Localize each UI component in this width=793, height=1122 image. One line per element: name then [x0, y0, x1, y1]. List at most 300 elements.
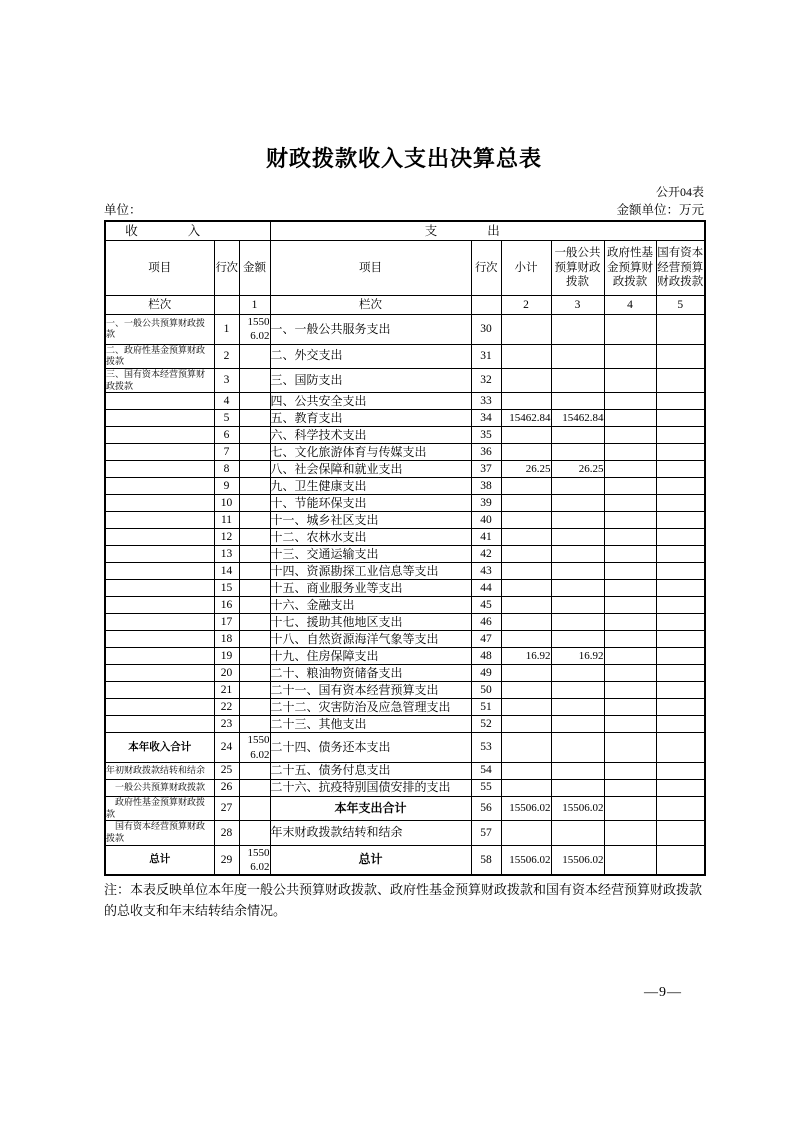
income-item-cell [105, 512, 214, 529]
income-item-cell [105, 716, 214, 733]
gov-fund-header: 政府性基金预算财政拨款 [604, 241, 656, 296]
income-amount-cell [239, 478, 270, 495]
income-amount-cell [239, 344, 270, 368]
general-budget-cell: 15462.84 [551, 410, 604, 427]
subtotal-header: 小计 [501, 241, 551, 296]
general-budget-cell: 15506.02 [551, 796, 604, 820]
income-amount-cell [239, 716, 270, 733]
expense-line-cell: 54 [471, 762, 501, 779]
state-capital-cell [656, 546, 705, 563]
income-line-cell: 1 [214, 315, 239, 345]
state-capital-cell [656, 762, 705, 779]
gov-fund-cell [604, 495, 656, 512]
expense-item-cell: 十九、住房保障支出 [270, 648, 471, 665]
income-amount-cell: 15506.02 [239, 315, 270, 345]
subtotal-cell [501, 597, 551, 614]
expense-item-cell: 十一、城乡社区支出 [270, 512, 471, 529]
subtotal-cell [501, 529, 551, 546]
subtotal-cell: 15506.02 [501, 796, 551, 820]
general-budget-cell [551, 393, 604, 410]
state-capital-cell [656, 631, 705, 648]
income-amount-cell [239, 444, 270, 461]
col-index-5: 5 [656, 296, 705, 315]
expense-line-cell: 37 [471, 461, 501, 478]
table-row [105, 495, 705, 512]
table-row [105, 631, 705, 648]
expense-line-cell: 41 [471, 529, 501, 546]
general-budget-cell [551, 580, 604, 597]
state-capital-cell [656, 821, 705, 845]
income-line-cell: 17 [214, 614, 239, 631]
table-row [105, 821, 705, 845]
income-line-cell: 15 [214, 580, 239, 597]
gov-fund-cell [604, 845, 656, 875]
page-title: 财政拨款收入支出决算总表 [265, 146, 542, 171]
income-line-cell: 12 [214, 529, 239, 546]
income-item-cell: 国有资本经营预算财政拨款 [105, 821, 214, 845]
subtotal-cell [501, 368, 551, 392]
gov-fund-cell [604, 478, 656, 495]
income-line-cell: 18 [214, 631, 239, 648]
general-budget-cell [551, 699, 604, 716]
income-amount-cell [239, 648, 270, 665]
unit-label: 单位： [104, 203, 142, 217]
income-item-cell [105, 461, 214, 478]
income-line-cell: 23 [214, 716, 239, 733]
general-budget-cell [551, 478, 604, 495]
income-item-cell: 政府性基金预算财政拨款 [105, 796, 214, 820]
table-row [105, 699, 705, 716]
table-row [105, 546, 705, 563]
gov-fund-cell [604, 733, 656, 763]
state-capital-cell [656, 648, 705, 665]
income-line-cell: 11 [214, 512, 239, 529]
expense-item-cell: 三、国防支出 [270, 368, 471, 392]
income-lanci-cell: 栏次 [105, 296, 214, 315]
section-header-row [105, 221, 705, 241]
general-budget-cell [551, 665, 604, 682]
income-item-cell [105, 529, 214, 546]
income-item-cell [105, 410, 214, 427]
table-row [105, 733, 705, 763]
expense-item-cell: 二十五、债务付息支出 [270, 762, 471, 779]
expense-line-cell: 40 [471, 512, 501, 529]
expense-line-cell: 55 [471, 779, 501, 796]
subtotal-cell [501, 512, 551, 529]
state-capital-cell [656, 393, 705, 410]
income-line-cell: 21 [214, 682, 239, 699]
expense-line-cell: 34 [471, 410, 501, 427]
subtotal-cell [501, 779, 551, 796]
table-row [105, 410, 705, 427]
expense-line-cell: 48 [471, 648, 501, 665]
income-line-cell: 19 [214, 648, 239, 665]
subtotal-cell [501, 682, 551, 699]
table-code: 公开04表 [655, 185, 704, 199]
subtotal-cell: 15462.84 [501, 410, 551, 427]
income-line-cell: 22 [214, 699, 239, 716]
subtotal-cell: 16.92 [501, 648, 551, 665]
income-item-cell [105, 665, 214, 682]
gov-fund-cell [604, 315, 656, 345]
income-item-cell: 一般公共预算财政拨款 [105, 779, 214, 796]
subtotal-cell [501, 631, 551, 648]
gov-fund-cell [604, 461, 656, 478]
table-row [105, 478, 705, 495]
expense-item-cell: 十五、商业服务业等支出 [270, 580, 471, 597]
subtotal-cell [501, 393, 551, 410]
table-row [105, 461, 705, 478]
income-amount-cell [239, 410, 270, 427]
gov-fund-cell [604, 762, 656, 779]
gov-fund-cell [604, 529, 656, 546]
income-item-cell [105, 648, 214, 665]
income-amount-cell [239, 779, 270, 796]
page-number: —9— [644, 985, 682, 1000]
subtotal-cell [501, 614, 551, 631]
expense-item-cell: 十二、农林水支出 [270, 529, 471, 546]
expense-item-cell: 二十一、国有资本经营预算支出 [270, 682, 471, 699]
general-budget-cell: 15506.02 [551, 845, 604, 875]
expense-lanci-cell: 栏次 [270, 296, 471, 315]
expense-line-cell: 31 [471, 344, 501, 368]
gov-fund-cell [604, 716, 656, 733]
income-amount-cell [239, 699, 270, 716]
table-row [105, 315, 705, 345]
expense-line-cell: 44 [471, 580, 501, 597]
income-item-cell: 年初财政拨款结转和结余 [105, 762, 214, 779]
expense-item-cell: 八、社会保障和就业支出 [270, 461, 471, 478]
expense-item-header: 项目 [270, 241, 471, 296]
state-capital-cell [656, 529, 705, 546]
income-item-cell [105, 614, 214, 631]
income-item-cell [105, 631, 214, 648]
state-capital-cell [656, 580, 705, 597]
expense-item-cell: 六、科学技术支出 [270, 427, 471, 444]
expense-line-header: 行次 [471, 241, 501, 296]
income-amount-cell [239, 762, 270, 779]
column-index-row [105, 296, 705, 315]
table-row [105, 796, 705, 820]
table-row [105, 648, 705, 665]
income-item-cell [105, 699, 214, 716]
subtotal-cell: 26.25 [501, 461, 551, 478]
income-amount-cell [239, 796, 270, 820]
gov-fund-cell [604, 563, 656, 580]
income-line-cell: 24 [214, 733, 239, 763]
table-row [105, 344, 705, 368]
income-line-cell: 26 [214, 779, 239, 796]
income-item-cell: 三、国有资本经营预算财政拨款 [105, 368, 214, 392]
expense-line-cell: 35 [471, 427, 501, 444]
table-row [105, 682, 705, 699]
state-capital-cell [656, 716, 705, 733]
subtotal-cell [501, 716, 551, 733]
expense-line-cell: 49 [471, 665, 501, 682]
income-line-cell: 25 [214, 762, 239, 779]
income-amount-cell [239, 682, 270, 699]
gov-fund-cell [604, 580, 656, 597]
income-amount-cell [239, 393, 270, 410]
income-amount-cell [239, 368, 270, 392]
col-index-3: 3 [551, 296, 604, 315]
subtotal-cell [501, 478, 551, 495]
expense-line-cell: 47 [471, 631, 501, 648]
col-index-2: 2 [501, 296, 551, 315]
income-item-cell: 一、一般公共预算财政拨款 [105, 315, 214, 345]
table-row [105, 444, 705, 461]
income-line-cell: 27 [214, 796, 239, 820]
footnote: 注：本表反映单位本年度一般公共预算财政拨款、政府性基金预算财政拨款和国有资本经营预算财政拨款的总收支和年末结转结余情况。 [104, 882, 703, 919]
income-line-header: 行次 [214, 241, 239, 296]
general-budget-cell [551, 368, 604, 392]
income-line-cell: 20 [214, 665, 239, 682]
income-line-cell: 7 [214, 444, 239, 461]
income-line-cell: 8 [214, 461, 239, 478]
expense-line-cell: 33 [471, 393, 501, 410]
expense-line-cell: 45 [471, 597, 501, 614]
state-capital-cell [656, 512, 705, 529]
table-row [105, 393, 705, 410]
income-item-header: 项目 [105, 241, 214, 296]
table-row [105, 580, 705, 597]
subtotal-cell [501, 580, 551, 597]
income-line-cell: 3 [214, 368, 239, 392]
state-capital-cell [656, 699, 705, 716]
table-row [105, 716, 705, 733]
expense-item-cell: 十八、自然资源海洋气象等支出 [270, 631, 471, 648]
general-budget-cell [551, 716, 604, 733]
subtotal-cell [501, 495, 551, 512]
income-item-cell [105, 427, 214, 444]
expense-item-cell: 十六、金融支出 [270, 597, 471, 614]
state-capital-cell [656, 779, 705, 796]
income-item-cell [105, 597, 214, 614]
expense-item-cell: 十三、交通运输支出 [270, 546, 471, 563]
income-amount-cell [239, 597, 270, 614]
expense-line-cell: 50 [471, 682, 501, 699]
table-row [105, 614, 705, 631]
table-row [105, 512, 705, 529]
state-capital-cell [656, 427, 705, 444]
income-line-cell: 10 [214, 495, 239, 512]
income-amount-cell [239, 461, 270, 478]
expense-item-cell: 十、节能环保支出 [270, 495, 471, 512]
expense-line-cell: 57 [471, 821, 501, 845]
col-index-1: 1 [239, 296, 270, 315]
expense-line-cell: 51 [471, 699, 501, 716]
general-budget-cell [551, 344, 604, 368]
expense-item-cell: 七、文化旅游体育与传媒支出 [270, 444, 471, 461]
state-capital-cell [656, 597, 705, 614]
expense-item-cell: 二十六、抗疫特别国债安排的支出 [270, 779, 471, 796]
income-item-cell [105, 682, 214, 699]
subtotal-cell [501, 733, 551, 763]
expense-item-cell: 五、教育支出 [270, 410, 471, 427]
expense-line-cell: 56 [471, 796, 501, 820]
state-capital-cell [656, 796, 705, 820]
expense-line-cell: 38 [471, 478, 501, 495]
gov-fund-cell [604, 444, 656, 461]
gov-fund-cell [604, 368, 656, 392]
budget-summary-table [104, 220, 706, 876]
general-budget-cell [551, 762, 604, 779]
state-capital-cell [656, 682, 705, 699]
subtotal-cell [501, 315, 551, 345]
table-row [105, 845, 705, 875]
subtotal-cell [501, 821, 551, 845]
gov-fund-cell [604, 779, 656, 796]
income-item-cell [105, 393, 214, 410]
gov-fund-cell [604, 699, 656, 716]
general-budget-cell [551, 529, 604, 546]
state-capital-cell [656, 614, 705, 631]
state-capital-cell [656, 461, 705, 478]
state-capital-cell [656, 315, 705, 345]
expense-item-cell: 二十、粮油物资储备支出 [270, 665, 471, 682]
expense-line-cell: 39 [471, 495, 501, 512]
income-amount-cell: 15506.02 [239, 845, 270, 875]
expense-item-cell: 十七、援助其他地区支出 [270, 614, 471, 631]
table-row [105, 427, 705, 444]
document-content [104, 0, 704, 922]
state-capital-cell [656, 410, 705, 427]
gov-fund-cell [604, 682, 656, 699]
income-item-cell [105, 495, 214, 512]
state-capital-cell [656, 665, 705, 682]
column-header-row [105, 241, 705, 296]
table-row [105, 597, 705, 614]
income-item-cell [105, 444, 214, 461]
subtotal-cell [501, 563, 551, 580]
general-budget-cell [551, 614, 604, 631]
general-budget-cell: 16.92 [551, 648, 604, 665]
income-item-cell [105, 580, 214, 597]
expense-item-cell: 二、外交支出 [270, 344, 471, 368]
state-capital-cell [656, 368, 705, 392]
general-budget-cell [551, 597, 604, 614]
gov-fund-cell [604, 648, 656, 665]
income-amount-cell [239, 427, 270, 444]
state-capital-cell [656, 563, 705, 580]
expense-item-cell: 二十二、灾害防治及应急管理支出 [270, 699, 471, 716]
col-index-4: 4 [604, 296, 656, 315]
income-amount-cell [239, 495, 270, 512]
table-row [105, 529, 705, 546]
income-amount-header: 金额 [239, 241, 270, 296]
general-budget-cell [551, 512, 604, 529]
meta-line [104, 202, 704, 218]
income-line-cell: 16 [214, 597, 239, 614]
general-budget-cell [551, 821, 604, 845]
expense-line-cell: 53 [471, 733, 501, 763]
subtotal-cell [501, 546, 551, 563]
expense-item-cell: 一、一般公共服务支出 [270, 315, 471, 345]
expense-line-cell: 30 [471, 315, 501, 345]
income-line-cell: 4 [214, 393, 239, 410]
income-amount-cell [239, 512, 270, 529]
general-budget-cell [551, 733, 604, 763]
income-item-cell: 本年收入合计 [105, 733, 214, 763]
table-row [105, 762, 705, 779]
income-amount-cell [239, 821, 270, 845]
gov-fund-cell [604, 597, 656, 614]
subtotal-cell [501, 762, 551, 779]
expense-section-header: 支出 [270, 221, 705, 241]
income-item-cell: 二、政府性基金预算财政拨款 [105, 344, 214, 368]
general-budget-cell [551, 546, 604, 563]
blank-cell [471, 296, 501, 315]
expense-item-cell: 九、卫生健康支出 [270, 478, 471, 495]
general-budget-cell [551, 315, 604, 345]
income-line-cell: 29 [214, 845, 239, 875]
income-line-cell: 2 [214, 344, 239, 368]
income-amount-cell [239, 546, 270, 563]
gov-fund-cell [604, 631, 656, 648]
state-capital-cell [656, 478, 705, 495]
income-section-header: 收入 [105, 221, 270, 241]
table-row [105, 779, 705, 796]
expense-item-cell: 十四、资源勘探工业信息等支出 [270, 563, 471, 580]
general-budget-cell [551, 563, 604, 580]
general-budget-header: 一般公共预算财政拨款 [551, 241, 604, 296]
gov-fund-cell [604, 410, 656, 427]
income-line-cell: 28 [214, 821, 239, 845]
general-budget-cell [551, 631, 604, 648]
state-capital-cell [656, 733, 705, 763]
gov-fund-cell [604, 614, 656, 631]
subtotal-cell: 15506.02 [501, 845, 551, 875]
income-amount-cell [239, 665, 270, 682]
income-line-cell: 13 [214, 546, 239, 563]
general-budget-cell [551, 444, 604, 461]
gov-fund-cell [604, 796, 656, 820]
income-line-cell: 6 [214, 427, 239, 444]
income-amount-cell [239, 614, 270, 631]
expense-line-cell: 46 [471, 614, 501, 631]
subtotal-cell [501, 444, 551, 461]
expense-item-cell: 年末财政拨款结转和结余 [270, 821, 471, 845]
income-line-cell: 5 [214, 410, 239, 427]
expense-line-cell: 43 [471, 563, 501, 580]
subtotal-cell [501, 427, 551, 444]
gov-fund-cell [604, 546, 656, 563]
gov-fund-cell [604, 344, 656, 368]
subtotal-cell [501, 665, 551, 682]
income-line-cell: 14 [214, 563, 239, 580]
expense-line-cell: 42 [471, 546, 501, 563]
gov-fund-cell [604, 393, 656, 410]
income-item-cell [105, 478, 214, 495]
income-amount-cell [239, 563, 270, 580]
expense-item-cell: 二十三、其他支出 [270, 716, 471, 733]
state-capital-header: 国有资本经营预算财政拨款 [656, 241, 705, 296]
expense-item-cell: 四、公共安全支出 [270, 393, 471, 410]
gov-fund-cell [604, 665, 656, 682]
amount-unit-label: 金额单位：万元 [616, 203, 704, 217]
expense-line-cell: 36 [471, 444, 501, 461]
state-capital-cell [656, 495, 705, 512]
general-budget-cell [551, 779, 604, 796]
income-item-cell: 总计 [105, 845, 214, 875]
state-capital-cell [656, 845, 705, 875]
gov-fund-cell [604, 821, 656, 845]
general-budget-cell [551, 495, 604, 512]
subtotal-cell [501, 699, 551, 716]
table-row [105, 563, 705, 580]
income-item-cell [105, 563, 214, 580]
general-budget-cell: 26.25 [551, 461, 604, 478]
